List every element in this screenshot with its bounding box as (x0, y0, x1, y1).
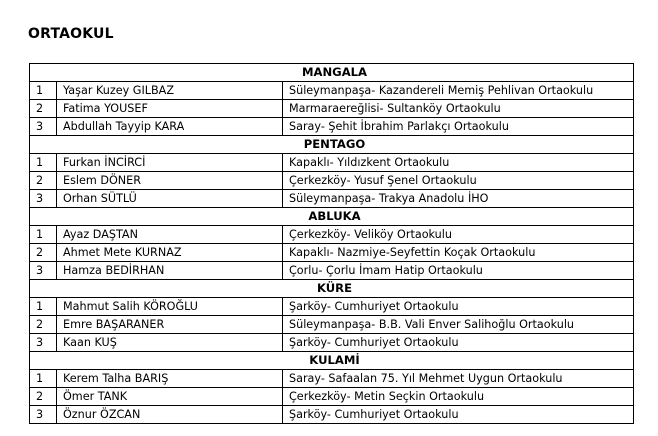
school-cell: Şarköy- Cumhuriyet Ortaokulu (283, 334, 634, 352)
table-row (30, 334, 634, 352)
table-row (30, 298, 634, 316)
group-header-row (30, 136, 634, 154)
school-cell: Saray- Şehit İbrahim Parlakçı Ortaokulu (283, 118, 634, 136)
group-name: PENTAGO (30, 136, 634, 154)
group-header-row (30, 352, 634, 370)
table-row (30, 190, 634, 208)
student-name-cell: Kaan KUŞ (57, 334, 283, 352)
student-name-cell: Ömer TANK (57, 388, 283, 406)
student-name-cell: Yaşar Kuzey GILBAZ (57, 82, 283, 100)
student-name-cell: Fatima YOUSEF (57, 100, 283, 118)
student-name-cell: Eslem DÖNER (57, 172, 283, 190)
table-row (30, 370, 634, 388)
rank-cell: 3 (30, 118, 57, 136)
rank-cell: 3 (30, 262, 57, 280)
results-table (29, 63, 634, 424)
student-name-cell: Hamza BEDİRHAN (57, 262, 283, 280)
table-row (30, 244, 634, 262)
student-name-cell: Abdullah Tayyip KARA (57, 118, 283, 136)
school-cell: Kapaklı- Yıldızkent Ortaokulu (283, 154, 634, 172)
school-cell: Çorlu- Çorlu İmam Hatip Ortaokulu (283, 262, 634, 280)
group-name: KÜRE (30, 280, 634, 298)
table-row (30, 82, 634, 100)
page-title: ORTAOKUL (28, 26, 114, 42)
rank-cell: 1 (30, 298, 57, 316)
school-cell: Saray- Safaalan 75. Yıl Mehmet Uygun Ortaokulu (283, 370, 634, 388)
table-row (30, 388, 634, 406)
group-name: ABLUKA (30, 208, 634, 226)
group-header-row (30, 208, 634, 226)
rank-cell: 2 (30, 100, 57, 118)
school-cell: Süleymanpaşa- B.B. Vali Enver Salihoğlu Ortaokulu (283, 316, 634, 334)
rank-cell: 1 (30, 82, 57, 100)
student-name-cell: Kerem Talha BARIŞ (57, 370, 283, 388)
group-header-row (30, 280, 634, 298)
rank-cell: 2 (30, 244, 57, 262)
rank-cell: 3 (30, 190, 57, 208)
student-name-cell: Orhan SÜTLÜ (57, 190, 283, 208)
table-row (30, 154, 634, 172)
table-row (30, 262, 634, 280)
school-cell: Şarköy- Cumhuriyet Ortaokulu (283, 298, 634, 316)
group-name: MANGALA (30, 64, 634, 82)
school-cell: Çerkezköy- Yusuf Şenel Ortaokulu (283, 172, 634, 190)
student-name-cell: Furkan İNCİRCİ (57, 154, 283, 172)
school-cell: Çerkezköy- Metin Seçkin Ortaokulu (283, 388, 634, 406)
table-row (30, 118, 634, 136)
rank-cell: 1 (30, 226, 57, 244)
group-header-row (30, 64, 634, 82)
school-cell: Marmaraereğlisi- Sultanköy Ortaokulu (283, 100, 634, 118)
rank-cell: 2 (30, 316, 57, 334)
rank-cell: 1 (30, 370, 57, 388)
group-name: KULAMİ (30, 352, 634, 370)
student-name-cell: Ahmet Mete KURNAZ (57, 244, 283, 262)
school-cell: Süleymanpaşa- Kazandereli Memiş Pehlivan Ortaokulu (283, 82, 634, 100)
school-cell: Şarköy- Cumhuriyet Ortaokulu (283, 406, 634, 424)
student-name-cell: Emre BAŞARANER (57, 316, 283, 334)
student-name-cell: Öznur ÖZCAN (57, 406, 283, 424)
school-cell: Süleymanpaşa- Trakya Anadolu İHO (283, 190, 634, 208)
student-name-cell: Ayaz DAŞTAN (57, 226, 283, 244)
student-name-cell: Mahmut Salih KÖROĞLU (57, 298, 283, 316)
table-row (30, 100, 634, 118)
school-cell: Kapaklı- Nazmiye-Seyfettin Koçak Ortaokulu (283, 244, 634, 262)
table-row (30, 226, 634, 244)
table-row (30, 316, 634, 334)
rank-cell: 2 (30, 172, 57, 190)
rank-cell: 2 (30, 388, 57, 406)
rank-cell: 3 (30, 334, 57, 352)
school-cell: Çerkezköy- Veliköy Ortaokulu (283, 226, 634, 244)
results-table-body (30, 64, 634, 424)
table-row (30, 406, 634, 424)
rank-cell: 1 (30, 154, 57, 172)
rank-cell: 3 (30, 406, 57, 424)
table-row (30, 172, 634, 190)
